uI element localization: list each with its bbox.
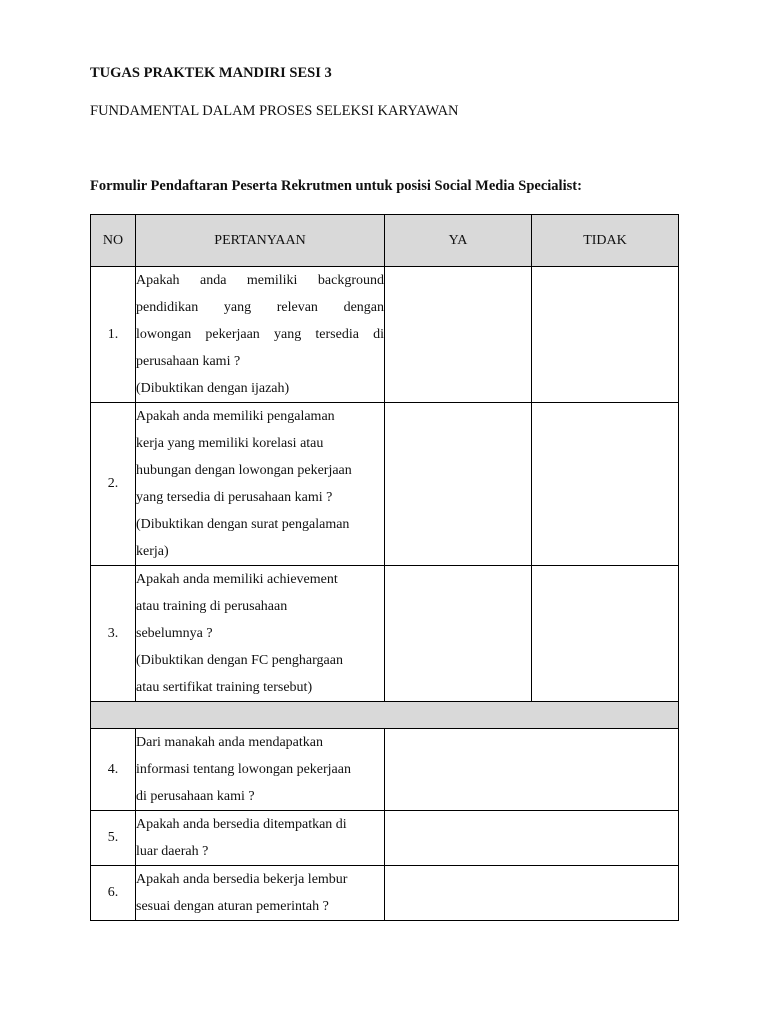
question-line: di perusahaan kami ? (136, 789, 255, 804)
question-line: pendidikan yang relevan dengan (136, 300, 384, 315)
question-line: Apakah anda bersedia bekerja lembur (136, 872, 348, 887)
question-line: kerja yang memiliki korelasi atau (136, 436, 324, 451)
table-row (91, 267, 679, 403)
answer-cell[interactable] (385, 811, 679, 866)
no-answer-cell[interactable] (532, 267, 679, 403)
header-yes: YA (385, 215, 532, 267)
question-line: hubungan dengan lowongan pekerjaan (136, 463, 352, 478)
header-question: PERTANYAAN (136, 215, 385, 267)
yes-answer-cell[interactable] (385, 267, 532, 403)
answer-cell[interactable] (385, 866, 679, 921)
question-line: (Dibuktikan dengan surat pengalaman (136, 517, 350, 532)
document-subtitle: FUNDAMENTAL DALAM PROSES SELEKSI KARYAWAN (90, 103, 459, 119)
document-title: TUGAS PRAKTEK MANDIRI SESI 3 (90, 65, 332, 81)
questionnaire-table (90, 214, 679, 921)
question-line: Apakah anda memiliki pengalaman (136, 409, 335, 424)
question-cell (136, 403, 385, 566)
row-number: 6. (91, 866, 136, 921)
section-separator-row (91, 702, 679, 729)
yes-answer-cell[interactable] (385, 403, 532, 566)
question-line: (Dibuktikan dengan ijazah) (136, 381, 290, 396)
question-cell (136, 267, 385, 403)
question-line: informasi tentang lowongan pekerjaan (136, 762, 351, 777)
question-line: Apakah anda bersedia ditempatkan di (136, 817, 347, 832)
question-line: sebelumnya ? (136, 626, 213, 641)
row-number: 4. (91, 729, 136, 811)
section-separator (91, 702, 679, 729)
row-number: 3. (91, 566, 136, 702)
question-line: perusahaan kami ? (136, 354, 241, 369)
no-answer-cell[interactable] (532, 566, 679, 702)
question-line: atau training di perusahaan (136, 599, 288, 614)
question-line: Apakah anda memiliki achievement (136, 572, 338, 587)
question-line: yang tersedia di perusahaan kami ? (136, 490, 333, 505)
row-number: 1. (91, 267, 136, 403)
table-row (91, 403, 679, 566)
form-intro: Formulir Pendaftaran Peserta Rekrutmen untuk posisi Social Media Specialist: (90, 178, 582, 194)
question-cell (136, 866, 385, 921)
yes-answer-cell[interactable] (385, 566, 532, 702)
question-line: Dari manakah anda mendapatkan (136, 735, 323, 750)
question-line: kerja) (136, 544, 169, 559)
table-header-row (91, 215, 679, 267)
no-answer-cell[interactable] (532, 403, 679, 566)
question-cell (136, 729, 385, 811)
question-cell (136, 566, 385, 702)
row-number: 5. (91, 811, 136, 866)
question-line: luar daerah ? (136, 844, 209, 859)
question-line: atau sertifikat training tersebut) (136, 680, 313, 695)
row-number: 2. (91, 403, 136, 566)
table-row (91, 729, 679, 811)
table-row (91, 811, 679, 866)
question-line: lowongan pekerjaan yang tersedia di (136, 327, 384, 342)
header-no-answer: TIDAK (532, 215, 679, 267)
question-cell (136, 811, 385, 866)
header-no: NO (91, 215, 136, 267)
question-line: sesuai dengan aturan pemerintah ? (136, 899, 329, 914)
table-row (91, 566, 679, 702)
answer-cell[interactable] (385, 729, 679, 811)
table-row (91, 866, 679, 921)
question-line: Apakah anda memiliki background (136, 273, 384, 288)
question-line: (Dibuktikan dengan FC penghargaan (136, 653, 343, 668)
